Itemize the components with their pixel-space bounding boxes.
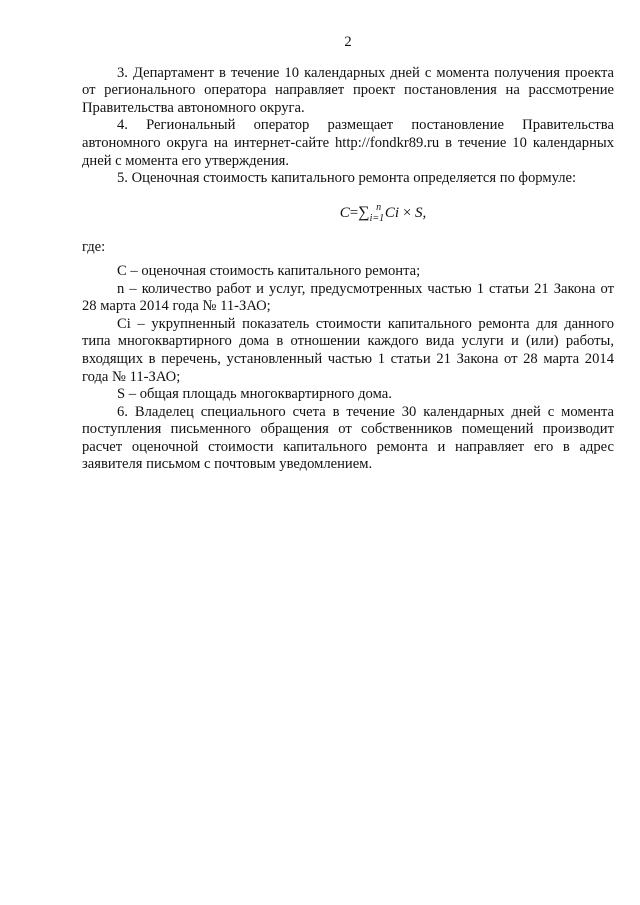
paragraph-6: 6. Владелец специального счета в течение 30 календарных дней с момента поступления письменного обращения от собственников помещений производит расчет оценочной стоимости капитального ремонта и направляет его в адрес заявителя письмом с почтовым уведомлением. — [82, 403, 614, 473]
formula-term: Ci — [384, 204, 400, 221]
definition-ci: Ci – укрупненный показатель стоимости капитального ремонта для данного типа многоквартирного дома в отношении каждого вида услуги и (или) работы, входящих в перечень, установленный частью 1 статьи 21 Закона от 28 марта 2014 года № 11-ЗАО; — [82, 315, 614, 385]
formula-sum-upper: n — [376, 201, 382, 213]
formula-sum-sign: ∑ — [358, 203, 370, 221]
paragraph-4: 4. Региональный оператор размещает постановление Правительства автономного округа на интернет-сайте http://fondkr89.ru в течение 10 календарных дней с момента его утверждения. — [82, 117, 614, 169]
document-page — [82, 34, 614, 474]
formula-times: × — [402, 204, 412, 221]
paragraph-5: 5. Оценочная стоимость капитального ремонта определяется по формуле: — [117, 170, 577, 187]
page-number: 2 — [344, 34, 352, 50]
paragraph-3: 3. Департамент в течение 10 календарных дней с момента получения проекта от регионального оператора направляет проект постановления на рассмотрение Правительства автономного округа. — [82, 64, 614, 116]
formula-equals: = — [349, 204, 359, 221]
formula-rhs: S, — [415, 204, 427, 221]
definition-c: С – оценочная стоимость капитального ремонта; — [117, 262, 421, 279]
definition-s: S – общая площадь многоквартирного дома. — [117, 386, 392, 403]
formula-sum-lower: i=1 — [369, 212, 385, 224]
where-label: где: — [82, 239, 106, 256]
definition-n: n – количество работ и услуг, предусмотренных частью 1 статьи 21 Закона от 28 марта 2014 года № 11-ЗАО; — [82, 280, 614, 315]
formula-lhs: C — [339, 204, 350, 221]
cost-formula — [82, 201, 614, 224]
